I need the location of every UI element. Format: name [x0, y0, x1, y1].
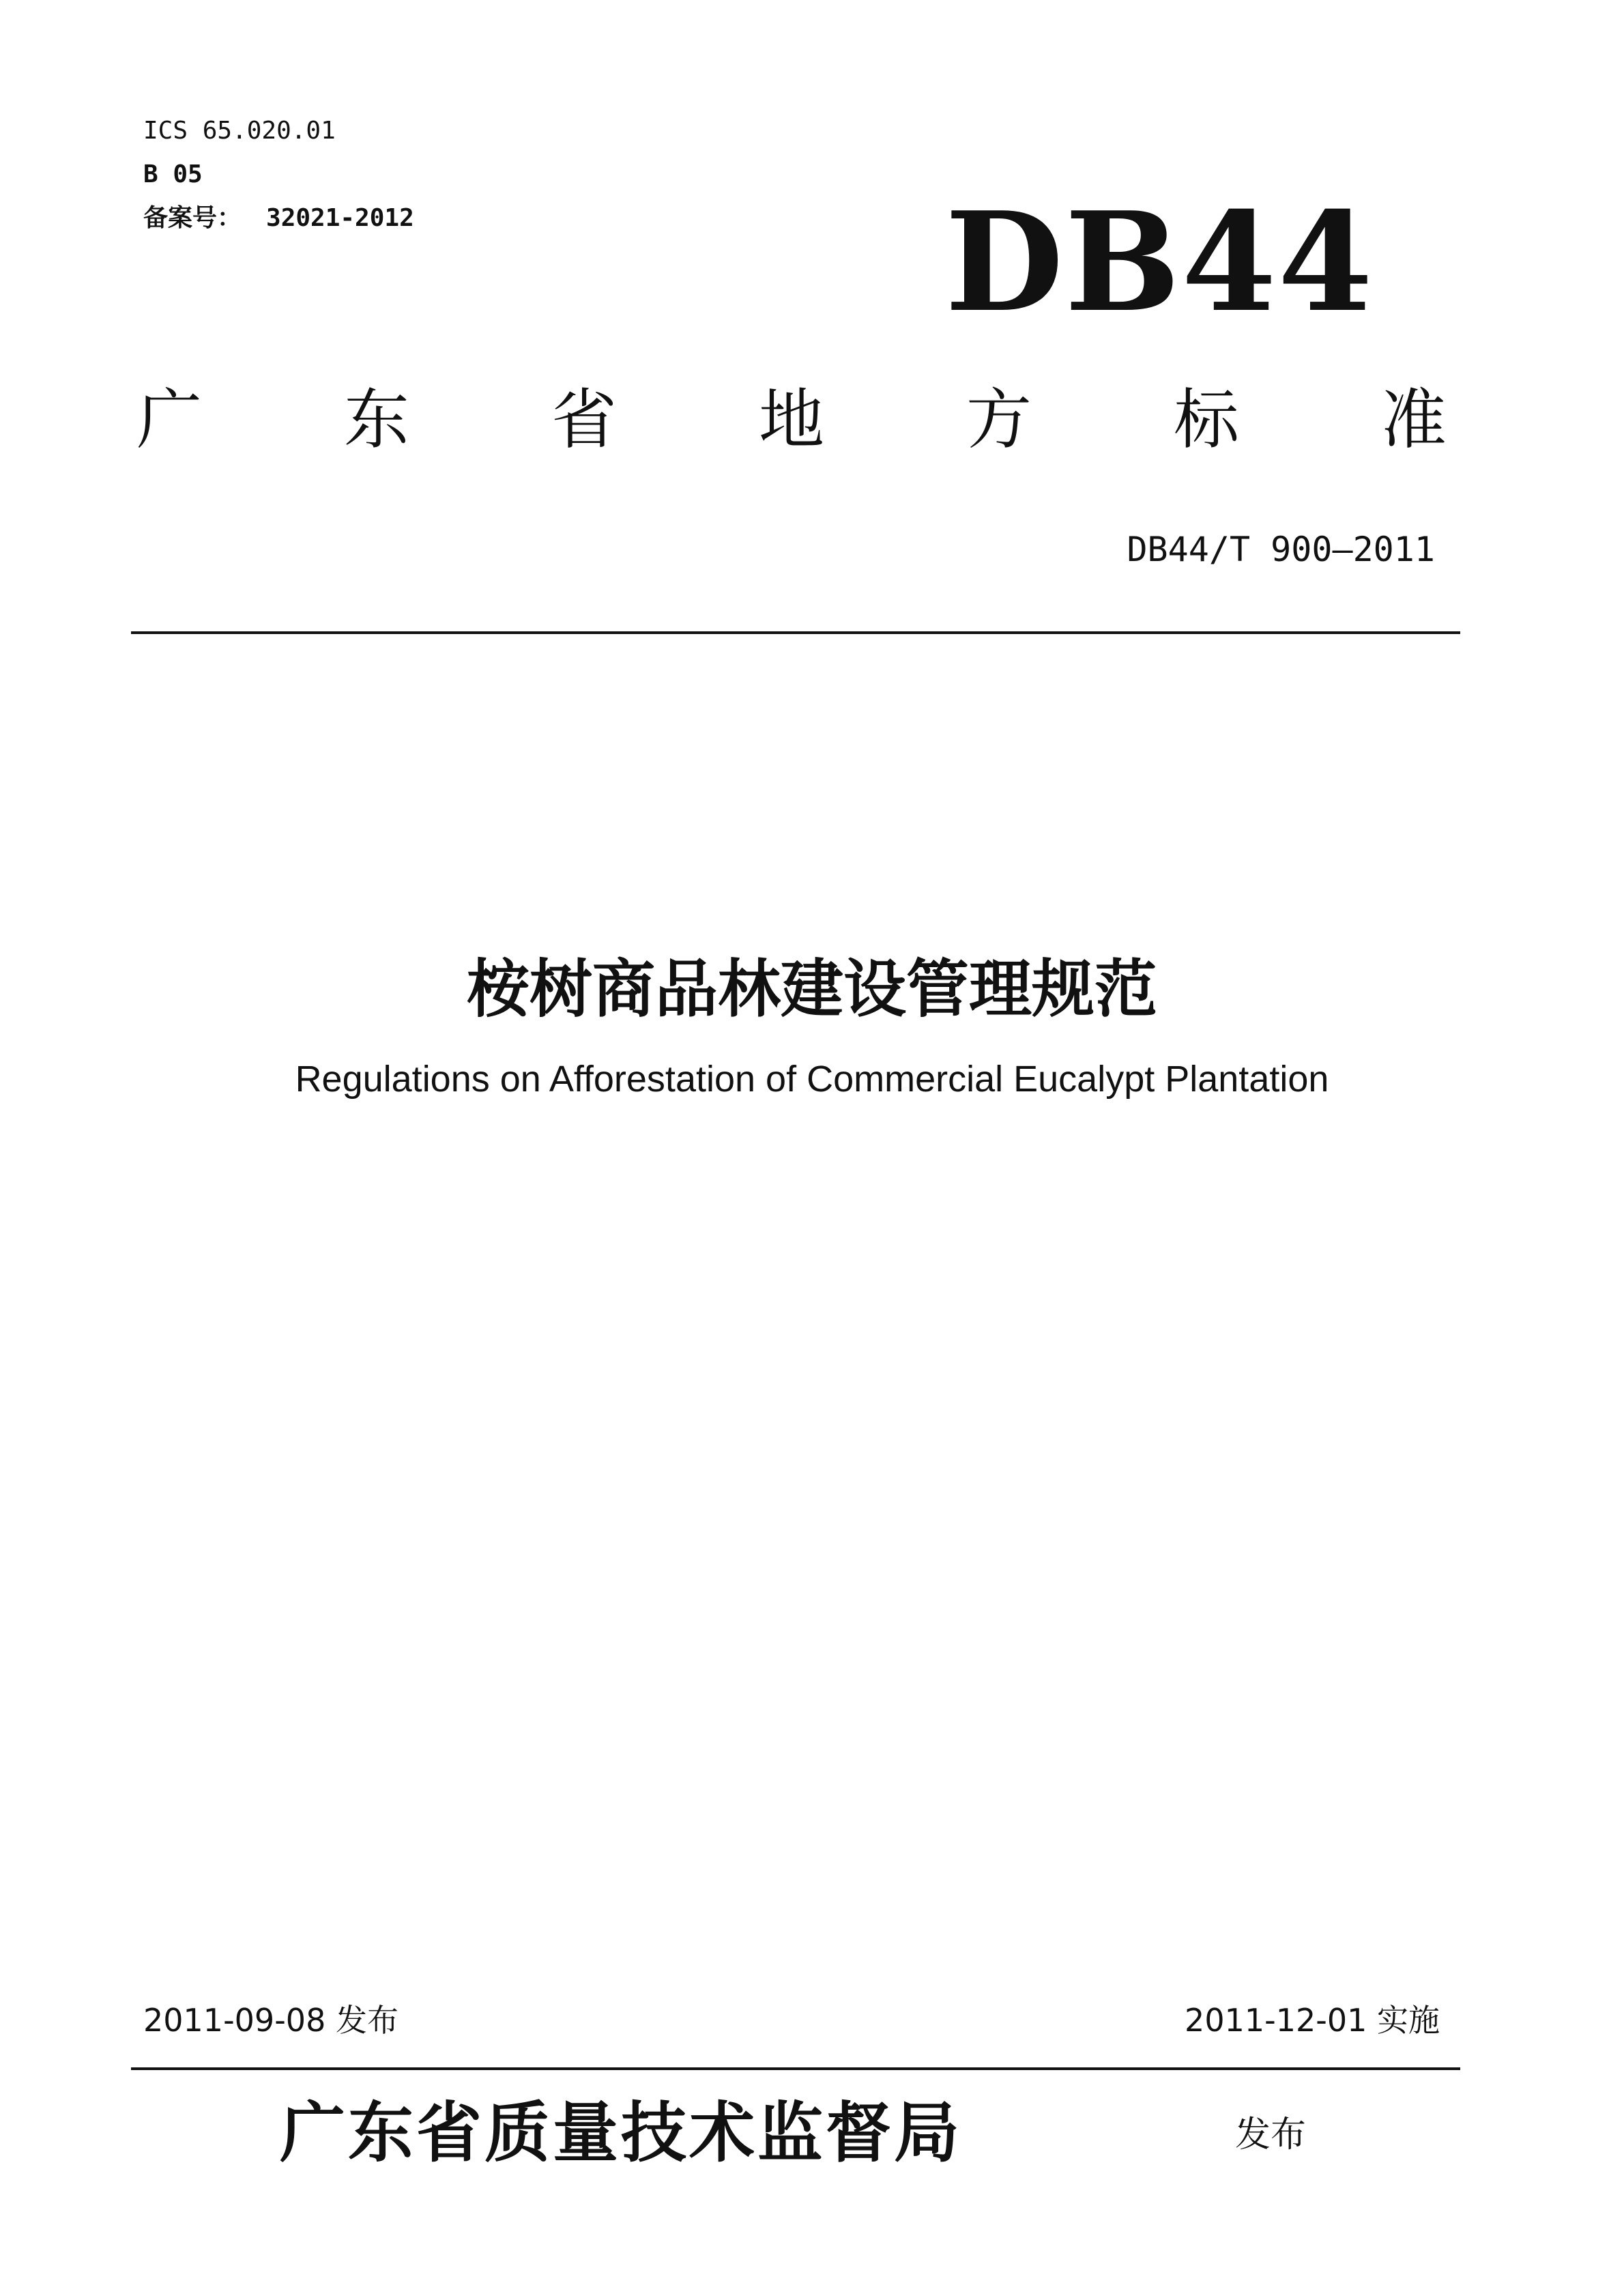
- ics-code: ICS 65.020.01: [143, 117, 336, 145]
- document-title-chinese: 桉树商品林建设管理规范: [466, 953, 1157, 1026]
- standard-type-char: 准: [1381, 382, 1447, 458]
- standard-type-heading: [136, 379, 1447, 461]
- classification-code: B 05: [143, 160, 203, 188]
- issuing-authority: 广东省质量技术监督局: [280, 2094, 962, 2171]
- standard-type-char: 地: [759, 382, 824, 458]
- implementation-date: 2011-12-01 实施: [1185, 2002, 1440, 2039]
- filing-value: 32021-2012: [266, 204, 414, 232]
- top-divider: [131, 631, 1460, 634]
- standard-type-char: 省: [551, 382, 617, 458]
- filing-label: 备案号：: [143, 204, 242, 232]
- standard-type-char: 方: [966, 382, 1032, 458]
- document-title-english: Regulations on Afforestation of Commercial Eucalypt Plantation: [295, 1059, 1329, 1100]
- issue-date: 2011-09-08 发布: [143, 2002, 398, 2039]
- standard-number: DB44/T 900—2011: [1127, 530, 1435, 569]
- bottom-divider: [131, 2067, 1460, 2070]
- standard-type-char: 标: [1174, 382, 1239, 458]
- issuing-authority-suffix: 发布: [1235, 2114, 1307, 2155]
- db44-logo: DB44: [945, 182, 1374, 343]
- filing-number: [143, 203, 414, 233]
- standard-type-char: 东: [344, 382, 409, 458]
- standard-type-char: 广: [136, 382, 202, 458]
